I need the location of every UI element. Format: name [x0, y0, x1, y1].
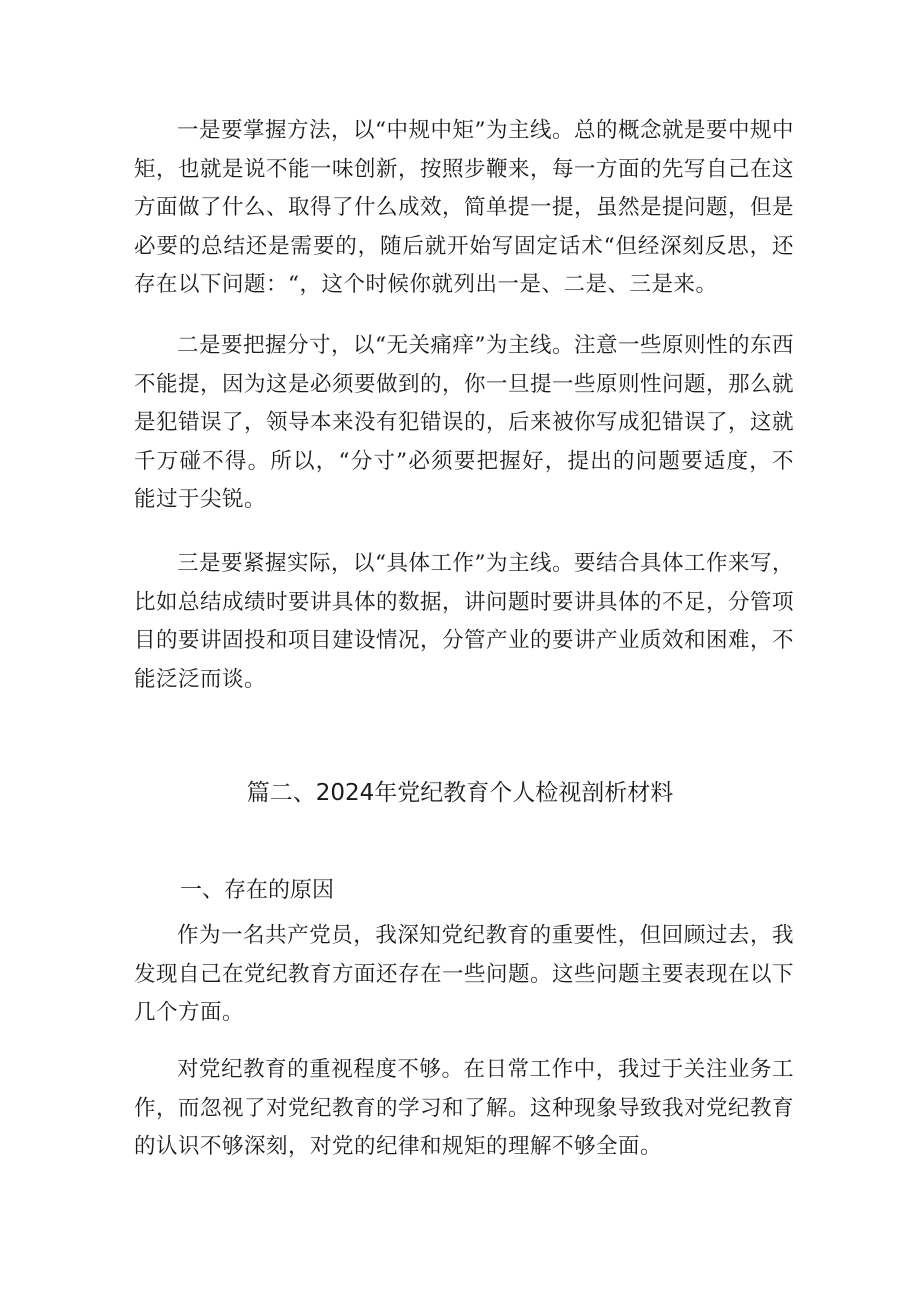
paragraph-intro: 作为一名共产党员，我深知党纪教育的重要性，但回顾过去，我发现自己在党纪教育方面还存在一些问题。这些问题主要表现在以下几个方面。 — [134, 923, 795, 1025]
paragraph-practical: 三是要紧握实际，以“具体工作”为主线。要结合具体工作来写，比如总结成绩时要讲具体的数据，讲问题时要讲具体的不足，分管项目的要讲固投和项目建设情况，分管产业的要讲产业质效和困难，不能泛泛而谈。 — [134, 551, 795, 692]
paragraph-method: 一是要掌握方法，以“中规中矩”为主线。总的概念就是要中规中矩，也就是说不能一味创新，按照步鞭来，每一方面的先写自己在这方面做了什么、取得了什么成效，简单提一提，虽然是提问题，但是必要的总结还是需要的，随后就开始写固定话术“但经深刻反思，还存在以下问题：“，这个时候你就列出一是、二是、三是来。 — [134, 118, 795, 297]
paragraph-measure: 二是要把握分寸，以“无关痛痒”为主线。注意一些原则性的东西不能提，因为这是必须要做到的，你一旦提一些原则性问题，那么就是犯错误了，领导本来没有犯错误的，后来被你写成犯错误了，这就千万碰不得。所以，“分寸”必须要把握好，提出的问题要适度，不能过于尖锐。 — [134, 333, 795, 512]
section-title: 篇二、2024年党纪教育个人检视剖析材料 — [246, 780, 674, 806]
sub-heading: 一、存在的原因 — [180, 878, 335, 903]
paragraph-importance: 对党纪教育的重视程度不够。在日常工作中，我过于关注业务工作，而忽视了对党纪教育的学习和了解。这种现象导致我对党纪教育的认识不够深刻，对党的纪律和规矩的理解不够全面。 — [134, 1057, 795, 1159]
